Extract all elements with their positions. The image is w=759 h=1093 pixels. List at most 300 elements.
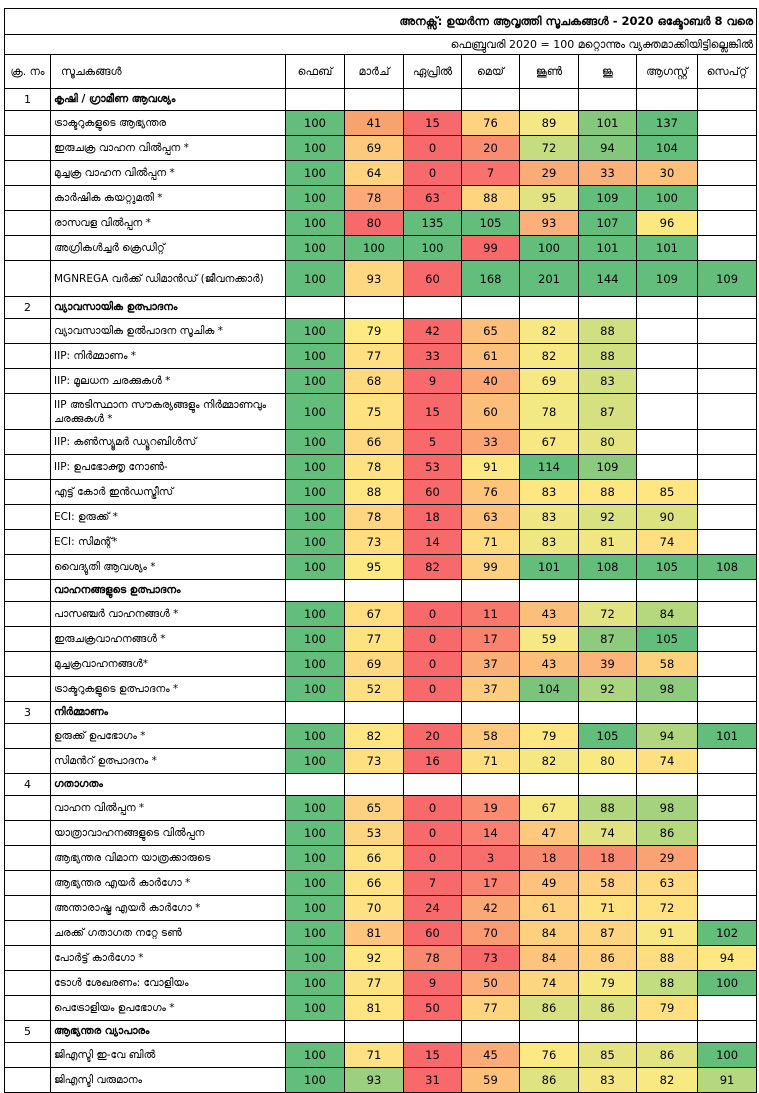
empty-cell bbox=[698, 430, 757, 455]
value-cell: 88 bbox=[579, 480, 637, 505]
value-cell: 7 bbox=[462, 161, 520, 186]
row-number bbox=[5, 430, 51, 455]
section-row bbox=[5, 702, 757, 724]
value-cell: 72 bbox=[579, 602, 637, 627]
row-number bbox=[5, 749, 51, 774]
value-cell: 81 bbox=[345, 996, 404, 1021]
value-cell: 83 bbox=[520, 505, 579, 530]
value-cell: 100 bbox=[286, 796, 345, 821]
indicator-label: ഉരുക്ക് ഉപഭോഗം * bbox=[51, 724, 286, 749]
indicator-label: മുച്ചക്രവാഹനങ്ങൾ* bbox=[51, 652, 286, 677]
indicator-row bbox=[5, 555, 757, 580]
indicator-label: പെട്രോളിയം ഉപഭോഗം * bbox=[51, 996, 286, 1021]
value-cell: 144 bbox=[579, 261, 637, 297]
value-cell: 81 bbox=[579, 530, 637, 555]
value-cell: 100 bbox=[286, 344, 345, 369]
value-cell: 88 bbox=[579, 319, 637, 344]
row-number bbox=[5, 530, 51, 555]
value-cell: 71 bbox=[462, 530, 520, 555]
value-cell: 67 bbox=[520, 796, 579, 821]
value-cell: 78 bbox=[345, 455, 404, 480]
value-cell: 135 bbox=[404, 211, 462, 236]
value-cell: 95 bbox=[345, 555, 404, 580]
value-cell bbox=[698, 236, 757, 261]
indicator-row bbox=[5, 871, 757, 896]
indicator-label: വ്യാവസായിക ഉൽപാദന സൂചിക * bbox=[51, 319, 286, 344]
empty-cell bbox=[579, 774, 637, 796]
empty-cell bbox=[345, 89, 404, 111]
value-cell: 87 bbox=[579, 921, 637, 946]
value-cell: 65 bbox=[462, 319, 520, 344]
row-number bbox=[5, 1068, 51, 1093]
row-number bbox=[5, 455, 51, 480]
value-cell: 60 bbox=[404, 261, 462, 297]
row-number bbox=[5, 921, 51, 946]
value-cell: 24 bbox=[404, 896, 462, 921]
value-cell: 88 bbox=[579, 796, 637, 821]
value-cell: 100 bbox=[286, 319, 345, 344]
indicator-label: IIP അടിസ്ഥാന സൗകര്യങ്ങളും നിർമ്മാണവും ചരക്കുകൾ * bbox=[51, 394, 286, 430]
value-cell: 30 bbox=[637, 161, 698, 186]
row-number: 2 bbox=[5, 297, 51, 319]
value-cell: 17 bbox=[462, 871, 520, 896]
empty-cell bbox=[520, 297, 579, 319]
indicator-label: രാസവള വിൽപ്പന * bbox=[51, 211, 286, 236]
value-cell: 100 bbox=[286, 1068, 345, 1093]
value-cell: 73 bbox=[462, 946, 520, 971]
indicator-row bbox=[5, 971, 757, 996]
value-cell: 20 bbox=[462, 136, 520, 161]
value-cell: 87 bbox=[579, 394, 637, 430]
indicator-label: IIP: നിർമ്മാണം * bbox=[51, 344, 286, 369]
empty-cell bbox=[698, 774, 757, 796]
value-cell: 0 bbox=[404, 652, 462, 677]
row-number bbox=[5, 896, 51, 921]
empty-cell bbox=[698, 702, 757, 724]
indicator-row bbox=[5, 627, 757, 652]
value-cell: 60 bbox=[404, 921, 462, 946]
value-cell: 100 bbox=[286, 136, 345, 161]
value-cell: 100 bbox=[286, 369, 345, 394]
value-cell: 100 bbox=[698, 971, 757, 996]
indicator-label: മുച്ചക്ര വാഹന വിൽപ്പന * bbox=[51, 161, 286, 186]
value-cell: 100 bbox=[286, 602, 345, 627]
value-cell bbox=[698, 602, 757, 627]
value-cell: 15 bbox=[404, 394, 462, 430]
empty-cell bbox=[698, 297, 757, 319]
empty-cell bbox=[698, 580, 757, 602]
empty-cell bbox=[698, 394, 757, 430]
empty-cell bbox=[520, 89, 579, 111]
empty-cell bbox=[286, 1021, 345, 1043]
value-cell bbox=[698, 896, 757, 921]
indicator-label: അന്താരാഷ്ട്ര എയർ കാർഗോ * bbox=[51, 896, 286, 921]
value-cell: 87 bbox=[579, 627, 637, 652]
value-cell: 100 bbox=[286, 971, 345, 996]
value-cell: 78 bbox=[345, 186, 404, 211]
value-cell bbox=[698, 211, 757, 236]
value-cell: 101 bbox=[637, 236, 698, 261]
row-number bbox=[5, 236, 51, 261]
value-cell bbox=[698, 161, 757, 186]
value-cell: 80 bbox=[579, 430, 637, 455]
indicator-row bbox=[5, 530, 757, 555]
value-cell: 77 bbox=[345, 344, 404, 369]
value-cell: 0 bbox=[404, 136, 462, 161]
value-cell bbox=[637, 394, 698, 430]
indicator-label: പോർട്ട് കാർഗോ * bbox=[51, 946, 286, 971]
row-number bbox=[5, 555, 51, 580]
indicator-row bbox=[5, 369, 757, 394]
indicator-label: IIP: മൂലധന ചരക്കുകൾ * bbox=[51, 369, 286, 394]
row-number bbox=[5, 369, 51, 394]
row-number bbox=[5, 946, 51, 971]
value-cell: 100 bbox=[637, 186, 698, 211]
value-cell: 100 bbox=[286, 749, 345, 774]
empty-cell bbox=[520, 702, 579, 724]
empty-cell bbox=[345, 297, 404, 319]
value-cell: 42 bbox=[404, 319, 462, 344]
header-month: ഏപ്രിൽ bbox=[404, 55, 462, 89]
indicator-row bbox=[5, 505, 757, 530]
value-cell: 100 bbox=[286, 430, 345, 455]
value-cell bbox=[698, 796, 757, 821]
value-cell: 70 bbox=[462, 921, 520, 946]
value-cell: 100 bbox=[286, 627, 345, 652]
value-cell: 80 bbox=[579, 749, 637, 774]
value-cell: 109 bbox=[637, 261, 698, 297]
value-cell: 201 bbox=[520, 261, 579, 297]
empty-cell bbox=[579, 702, 637, 724]
value-cell: 100 bbox=[286, 530, 345, 555]
indicator-row bbox=[5, 921, 757, 946]
indicator-row bbox=[5, 896, 757, 921]
value-cell: 72 bbox=[637, 896, 698, 921]
value-cell: 20 bbox=[404, 724, 462, 749]
value-cell: 68 bbox=[345, 369, 404, 394]
empty-cell bbox=[345, 1021, 404, 1043]
value-cell: 43 bbox=[520, 602, 579, 627]
indicator-label: ട്രാക്ടറുകളുടെ ആഭ്യന്തര bbox=[51, 111, 286, 136]
header-sno: ക്ര. നം bbox=[5, 55, 51, 89]
value-cell: 19 bbox=[462, 796, 520, 821]
value-cell: 70 bbox=[345, 896, 404, 921]
section-label: കൃഷി / ഗ്രാമീണ ആവശ്യം bbox=[51, 89, 286, 111]
indicator-label: ചരക്ക് ഗതാഗത നറ്റേ ടൺ bbox=[51, 921, 286, 946]
row-number: 4 bbox=[5, 774, 51, 796]
value-cell: 94 bbox=[698, 946, 757, 971]
value-cell: 73 bbox=[345, 530, 404, 555]
indicator-row bbox=[5, 211, 757, 236]
indicator-row bbox=[5, 946, 757, 971]
value-cell: 74 bbox=[579, 821, 637, 846]
value-cell: 100 bbox=[286, 724, 345, 749]
empty-cell bbox=[698, 1021, 757, 1043]
value-cell: 80 bbox=[345, 211, 404, 236]
empty-cell bbox=[404, 580, 462, 602]
header-month: മാർച് bbox=[345, 55, 404, 89]
section-row bbox=[5, 297, 757, 319]
value-cell: 74 bbox=[520, 971, 579, 996]
empty-cell bbox=[462, 702, 520, 724]
value-cell: 3 bbox=[462, 846, 520, 871]
value-cell: 99 bbox=[462, 555, 520, 580]
value-cell: 100 bbox=[286, 236, 345, 261]
indicator-row bbox=[5, 111, 757, 136]
value-cell: 47 bbox=[520, 821, 579, 846]
page-subtitle: ഫെബ്രുവരി 2020 = 100 മറ്റൊന്നും വ്യക്തമാക്കിയിട്ടില്ലെങ്കിൽ bbox=[5, 35, 757, 55]
empty-cell bbox=[345, 774, 404, 796]
empty-cell bbox=[637, 774, 698, 796]
empty-cell bbox=[286, 702, 345, 724]
header-month: ജൂ bbox=[579, 55, 637, 89]
value-cell: 7 bbox=[404, 871, 462, 896]
empty-cell bbox=[404, 702, 462, 724]
empty-cell bbox=[286, 297, 345, 319]
empty-cell bbox=[637, 1021, 698, 1043]
value-cell: 52 bbox=[345, 677, 404, 702]
indicator-label: ഇരുചക്ര വാഹന വിൽപ്പന * bbox=[51, 136, 286, 161]
row-number bbox=[5, 627, 51, 652]
empty-cell bbox=[637, 580, 698, 602]
value-cell: 39 bbox=[579, 652, 637, 677]
value-cell bbox=[698, 480, 757, 505]
value-cell: 0 bbox=[404, 627, 462, 652]
indicator-row bbox=[5, 455, 757, 480]
value-cell bbox=[637, 344, 698, 369]
value-cell: 77 bbox=[345, 971, 404, 996]
value-cell: 0 bbox=[404, 796, 462, 821]
value-cell: 67 bbox=[345, 602, 404, 627]
value-cell: 74 bbox=[637, 530, 698, 555]
value-cell: 66 bbox=[345, 871, 404, 896]
value-cell: 67 bbox=[520, 430, 579, 455]
row-number bbox=[5, 821, 51, 846]
value-cell: 105 bbox=[579, 724, 637, 749]
value-cell: 168 bbox=[462, 261, 520, 297]
value-cell: 66 bbox=[345, 846, 404, 871]
row-number: 3 bbox=[5, 702, 51, 724]
value-cell: 101 bbox=[520, 555, 579, 580]
value-cell: 63 bbox=[462, 505, 520, 530]
row-number bbox=[5, 602, 51, 627]
value-cell: 100 bbox=[286, 1043, 345, 1068]
value-cell: 104 bbox=[520, 677, 579, 702]
value-cell: 59 bbox=[520, 627, 579, 652]
header-row bbox=[5, 55, 757, 89]
value-cell: 83 bbox=[520, 480, 579, 505]
value-cell: 88 bbox=[462, 186, 520, 211]
row-number bbox=[5, 480, 51, 505]
indicator-row bbox=[5, 186, 757, 211]
value-cell: 84 bbox=[520, 921, 579, 946]
empty-cell bbox=[520, 580, 579, 602]
value-cell: 100 bbox=[286, 211, 345, 236]
value-cell: 18 bbox=[404, 505, 462, 530]
value-cell bbox=[698, 186, 757, 211]
value-cell: 37 bbox=[462, 652, 520, 677]
value-cell: 137 bbox=[637, 111, 698, 136]
value-cell: 85 bbox=[637, 480, 698, 505]
value-cell: 18 bbox=[579, 846, 637, 871]
value-cell: 45 bbox=[462, 1043, 520, 1068]
indicator-label: ജിഎസ്ടി വരുമാനം bbox=[51, 1068, 286, 1093]
value-cell: 100 bbox=[520, 236, 579, 261]
empty-cell bbox=[404, 89, 462, 111]
header-month: മെയ് bbox=[462, 55, 520, 89]
value-cell bbox=[698, 652, 757, 677]
value-cell: 9 bbox=[404, 369, 462, 394]
empty-cell bbox=[637, 89, 698, 111]
value-cell: 71 bbox=[462, 749, 520, 774]
indicator-label: യാത്രാവാഹനങ്ങളുടെ വിൽപ്പന bbox=[51, 821, 286, 846]
indicator-label: IIP: കൺസ്യൂമർ ഡ്യൂറബിൾസ് bbox=[51, 430, 286, 455]
value-cell: 82 bbox=[345, 724, 404, 749]
empty-cell bbox=[637, 702, 698, 724]
row-number bbox=[5, 1043, 51, 1068]
value-cell: 104 bbox=[637, 136, 698, 161]
header-month: ആഗസ്റ്റ് bbox=[637, 55, 698, 89]
empty-cell bbox=[698, 369, 757, 394]
value-cell: 100 bbox=[286, 161, 345, 186]
value-cell: 76 bbox=[520, 1043, 579, 1068]
value-cell: 75 bbox=[345, 394, 404, 430]
value-cell: 100 bbox=[286, 261, 345, 297]
empty-cell bbox=[462, 1021, 520, 1043]
row-number bbox=[5, 846, 51, 871]
value-cell: 79 bbox=[345, 319, 404, 344]
value-cell: 100 bbox=[345, 236, 404, 261]
value-cell: 86 bbox=[637, 1043, 698, 1068]
value-cell: 100 bbox=[286, 996, 345, 1021]
empty-cell bbox=[286, 580, 345, 602]
value-cell: 86 bbox=[579, 996, 637, 1021]
row-number bbox=[5, 136, 51, 161]
value-cell bbox=[698, 627, 757, 652]
empty-cell bbox=[698, 344, 757, 369]
indicator-label: ECI: സിമന്റ്* bbox=[51, 530, 286, 555]
indicator-label: ട്രാക്ടറുകളുടെ ഉത്പാദനം * bbox=[51, 677, 286, 702]
indicator-row bbox=[5, 846, 757, 871]
empty-cell bbox=[404, 297, 462, 319]
value-cell: 91 bbox=[698, 1068, 757, 1093]
value-cell: 79 bbox=[579, 971, 637, 996]
value-cell: 18 bbox=[520, 846, 579, 871]
value-cell: 109 bbox=[698, 261, 757, 297]
row-number bbox=[5, 971, 51, 996]
value-cell: 89 bbox=[520, 111, 579, 136]
empty-cell bbox=[520, 774, 579, 796]
value-cell: 91 bbox=[462, 455, 520, 480]
value-cell: 29 bbox=[520, 161, 579, 186]
value-cell: 107 bbox=[579, 211, 637, 236]
indicator-row bbox=[5, 1068, 757, 1093]
value-cell: 98 bbox=[637, 796, 698, 821]
value-cell: 109 bbox=[579, 186, 637, 211]
indicator-row bbox=[5, 796, 757, 821]
value-cell: 69 bbox=[345, 652, 404, 677]
indicator-row bbox=[5, 261, 757, 297]
empty-cell bbox=[579, 297, 637, 319]
empty-cell bbox=[579, 580, 637, 602]
section-row bbox=[5, 580, 757, 602]
value-cell: 63 bbox=[637, 871, 698, 896]
value-cell: 101 bbox=[579, 111, 637, 136]
empty-cell bbox=[462, 89, 520, 111]
indicator-row bbox=[5, 996, 757, 1021]
value-cell: 76 bbox=[462, 111, 520, 136]
value-cell bbox=[698, 136, 757, 161]
row-number bbox=[5, 344, 51, 369]
value-cell: 74 bbox=[637, 749, 698, 774]
indicator-row bbox=[5, 319, 757, 344]
value-cell: 0 bbox=[404, 161, 462, 186]
value-cell: 31 bbox=[404, 1068, 462, 1093]
value-cell: 17 bbox=[462, 627, 520, 652]
value-cell: 105 bbox=[462, 211, 520, 236]
value-cell: 9 bbox=[404, 971, 462, 996]
section-label: നിർമ്മാണം bbox=[51, 702, 286, 724]
value-cell: 100 bbox=[286, 846, 345, 871]
indicator-row bbox=[5, 1043, 757, 1068]
value-cell: 50 bbox=[404, 996, 462, 1021]
value-cell: 88 bbox=[579, 344, 637, 369]
indicator-row bbox=[5, 161, 757, 186]
value-cell: 79 bbox=[637, 996, 698, 1021]
empty-cell bbox=[462, 297, 520, 319]
row-number bbox=[5, 505, 51, 530]
row-number bbox=[5, 996, 51, 1021]
indicator-label: എട്ട് കോർ ഇൻഡസ്ട്രീസ് bbox=[51, 480, 286, 505]
value-cell: 100 bbox=[286, 946, 345, 971]
value-cell bbox=[698, 749, 757, 774]
value-cell: 61 bbox=[520, 896, 579, 921]
value-cell: 33 bbox=[462, 430, 520, 455]
value-cell: 72 bbox=[520, 136, 579, 161]
row-number bbox=[5, 394, 51, 430]
value-cell: 0 bbox=[404, 677, 462, 702]
row-number bbox=[5, 580, 51, 602]
value-cell: 71 bbox=[579, 896, 637, 921]
value-cell: 88 bbox=[637, 971, 698, 996]
value-cell: 42 bbox=[462, 896, 520, 921]
value-cell: 100 bbox=[698, 1043, 757, 1068]
value-cell: 78 bbox=[520, 394, 579, 430]
indicator-label: വൈദ്യുതി ആവശ്യം * bbox=[51, 555, 286, 580]
empty-cell bbox=[579, 89, 637, 111]
header-indicator: സൂചകങ്ങൾ bbox=[51, 55, 286, 89]
value-cell: 93 bbox=[345, 1068, 404, 1093]
value-cell: 100 bbox=[286, 821, 345, 846]
header-month: ഫെബ് bbox=[286, 55, 345, 89]
value-cell: 69 bbox=[345, 136, 404, 161]
value-cell bbox=[698, 846, 757, 871]
value-cell: 88 bbox=[637, 946, 698, 971]
empty-cell bbox=[637, 297, 698, 319]
indicator-row bbox=[5, 652, 757, 677]
value-cell: 100 bbox=[286, 111, 345, 136]
value-cell: 100 bbox=[286, 480, 345, 505]
indicator-label: ജിഎസ്ടി ഇ-വേ ബിൽ bbox=[51, 1043, 286, 1068]
value-cell: 66 bbox=[345, 430, 404, 455]
value-cell: 14 bbox=[404, 530, 462, 555]
value-cell: 81 bbox=[345, 921, 404, 946]
empty-cell bbox=[698, 319, 757, 344]
empty-cell bbox=[404, 1021, 462, 1043]
value-cell: 29 bbox=[637, 846, 698, 871]
indicator-label: ആഭ്യന്തര വിമാന യാത്രക്കാരുടെ bbox=[51, 846, 286, 871]
value-cell: 58 bbox=[462, 724, 520, 749]
